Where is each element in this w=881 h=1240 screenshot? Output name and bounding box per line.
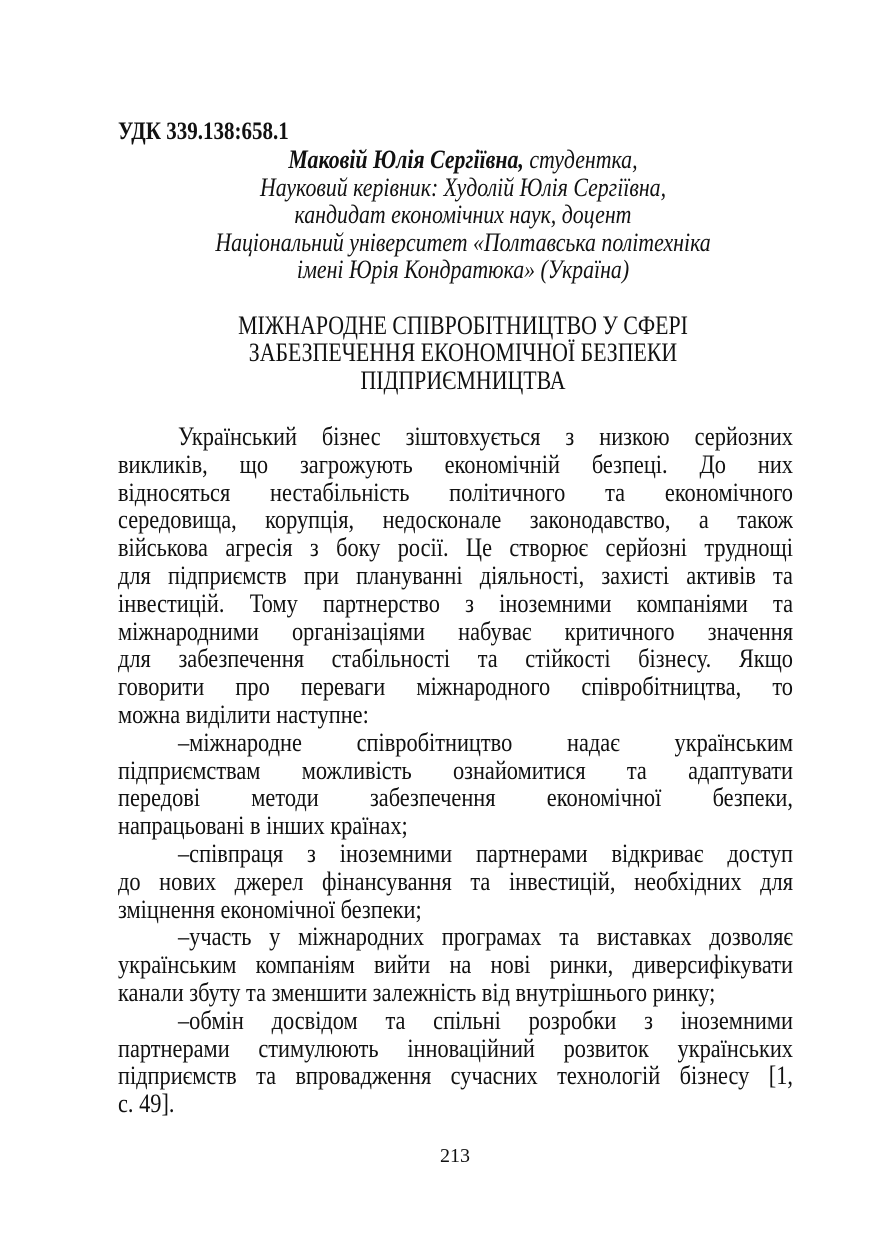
article-title-line: ЗАБЕЗПЕЧЕННЯ ЕКОНОМІЧНОЇ БЕЗПЕКИ <box>248 338 678 368</box>
paragraph-line: підприємствам можливість ознайомитися та адаптувати <box>118 755 793 785</box>
paragraph-line: середовища, корупція, недосконале законодавство, а також <box>118 505 793 535</box>
paragraph-line: зміцнення економічної безпеки; <box>118 894 422 924</box>
affiliation-line: кандидат економічних наук, доцент <box>294 200 632 230</box>
paragraph-line: відносяться нестабільність політичного та економічного <box>118 477 793 507</box>
paragraph-line: можна виділити наступне: <box>118 700 369 729</box>
page-number: 213 <box>440 1145 470 1167</box>
author-line <box>43 146 881 174</box>
paragraph-line: викликів, що загрожують економічній безпеці. До них <box>118 449 793 479</box>
author-role: студентка, <box>523 145 638 174</box>
paragraph-line: –міжнародне співробітництво надає українським <box>178 727 793 757</box>
paragraph-line: –співпраця з іноземними партнерами відкриває доступ <box>178 839 793 868</box>
affiliation-line: імені Юрія Кондратюка» (Україна) <box>296 254 630 284</box>
article-title-line: ПІДПРИЄМНИЦТВА <box>360 365 566 395</box>
paragraph-line: військова агресія з боку росії. Це створює серйозні труднощі <box>118 533 793 563</box>
paragraph-line: інвестицій. Тому партнерство з іноземними компаніями та <box>118 588 793 618</box>
paragraph-line: канали збуту та зменшити залежність від внутрішнього ринку; <box>118 978 716 1007</box>
paragraph-line: говорити про переваги міжнародного співробітництва, то <box>118 672 793 702</box>
paragraph-line: –обмін досвідом та спільні розробки з іноземними <box>178 1005 793 1035</box>
affiliation-line: Національний університет «Полтавська політехніка <box>215 227 711 257</box>
paragraph-line: для підприємств при плануванні діяльності, захисті активів та <box>118 561 793 590</box>
paragraph-line: до нових джерел фінансування та інвестицій, необхідних для <box>118 866 793 896</box>
paragraph-line: партнерами стимулюють інноваційний розвиток українських <box>118 1033 793 1063</box>
paragraph-line: міжнародними організаціями набуває критичного значення <box>118 616 793 646</box>
udc-code: УДК 339.138:658.1 <box>118 118 289 145</box>
affiliation-line: Науковий керівник: Худолій Юлія Сергіївна, <box>259 173 667 202</box>
paragraph-line: підприємств та впровадження сучасних технологій бізнесу [1, <box>118 1061 793 1091</box>
paragraph-line: для забезпечення стабільності та стійкості бізнесу. Якщо <box>118 644 793 674</box>
paragraph-line: напрацьовані в інших країнах; <box>118 811 408 841</box>
article-title-line: МІЖНАРОДНЕ СПІВРОБІТНИЦТВО У СФЕРІ <box>238 311 688 340</box>
author-name: Маковій Юлія Сергіївна, <box>288 145 524 174</box>
paragraph-line: передові методи забезпечення економічної безпеки, <box>118 783 793 813</box>
paragraph-line: с. 49]. <box>118 1089 175 1119</box>
paragraph-line: Український бізнес зіштовхується з низкою серйозних <box>178 422 793 451</box>
paragraph-line: українським компаніям вийти на нові ринки, диверсифікувати <box>118 950 793 980</box>
paragraph-line: –участь у міжнародних програмах та виставках дозволяє <box>178 922 793 952</box>
